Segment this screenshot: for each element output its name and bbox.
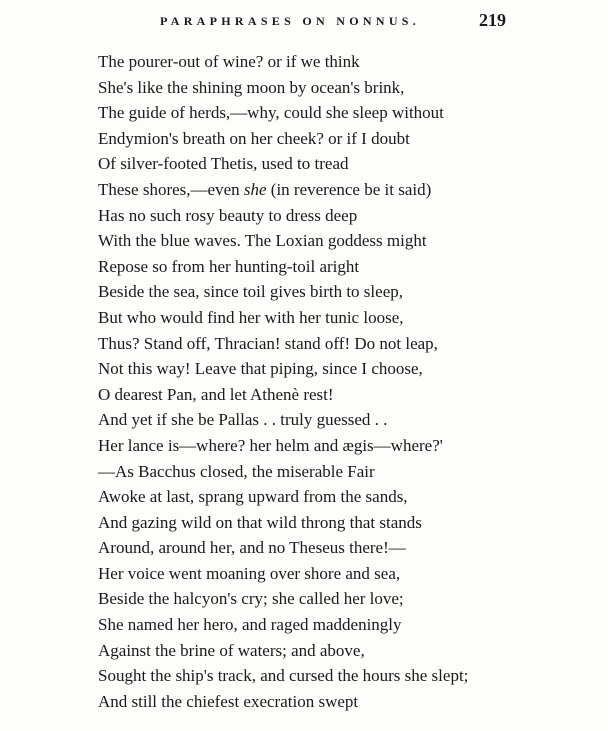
poem-line: Awoke at last, sprang upward from the sands,	[98, 487, 408, 507]
poem-line: Beside the sea, since toil gives birth to sleep,	[98, 282, 403, 302]
poem-line: And gazing wild on that wild throng that stands	[98, 512, 422, 532]
poem-line: Her voice went moaning over shore and sea,	[98, 563, 401, 583]
poem-line: Against the brine of waters; and above,	[98, 640, 365, 660]
poem-line: —As Bacchus closed, the miserable Fair	[98, 461, 375, 481]
poem-line: Repose so from her hunting-toil aright	[98, 256, 360, 276]
poem-line: Sought the ship's track, and cursed the hours she slept;	[98, 666, 469, 686]
poem-line: She named her hero, and raged maddeningly	[98, 615, 402, 635]
poem-line: But who would find her with her tunic loose,	[98, 307, 404, 327]
poem-line: These shores,—even she (in reverence be it said)	[98, 179, 432, 199]
poem-text	[98, 49, 518, 714]
poem-line: Has no such rosy beauty to dress deep	[98, 205, 358, 225]
poem-line: With the blue waves. The Loxian goddess might	[98, 231, 427, 251]
poem-line: And still the chiefest execration swept	[98, 691, 359, 711]
poem-line: The pourer-out of wine? or if we think	[98, 52, 360, 71]
poem-line: Not this way! Leave that piping, since I choose,	[98, 359, 423, 379]
running-title: PARAPHRASES ON NONNUS.	[160, 14, 421, 28]
emphasized-word: she	[243, 179, 267, 199]
poem-line: Around, around her, and no Theseus there!—	[98, 538, 406, 558]
poem-line: Of silver-footed Thetis, used to tread	[98, 154, 349, 174]
poem-line: Her lance is—where? her helm and ægis—where?'	[98, 435, 443, 455]
poem-line: And yet if she be Pallas . . truly guessed . .	[98, 410, 388, 430]
poem-line: She's like the shining moon by ocean's brink,	[98, 77, 405, 97]
page-number: 219	[479, 10, 506, 30]
poem-line: O dearest Pan, and let Athenè rest!	[98, 384, 334, 404]
poem-line: Thus? Stand off, Thracian! stand off! Do not leap,	[98, 333, 438, 353]
poem-line: The guide of herds,—why, could she sleep without	[98, 103, 444, 123]
poem-line: Endymion's breath on her cheek? or if I doubt	[98, 128, 410, 148]
running-head	[96, 10, 506, 32]
poem-line: Beside the halcyon's cry; she called her love;	[98, 589, 404, 609]
